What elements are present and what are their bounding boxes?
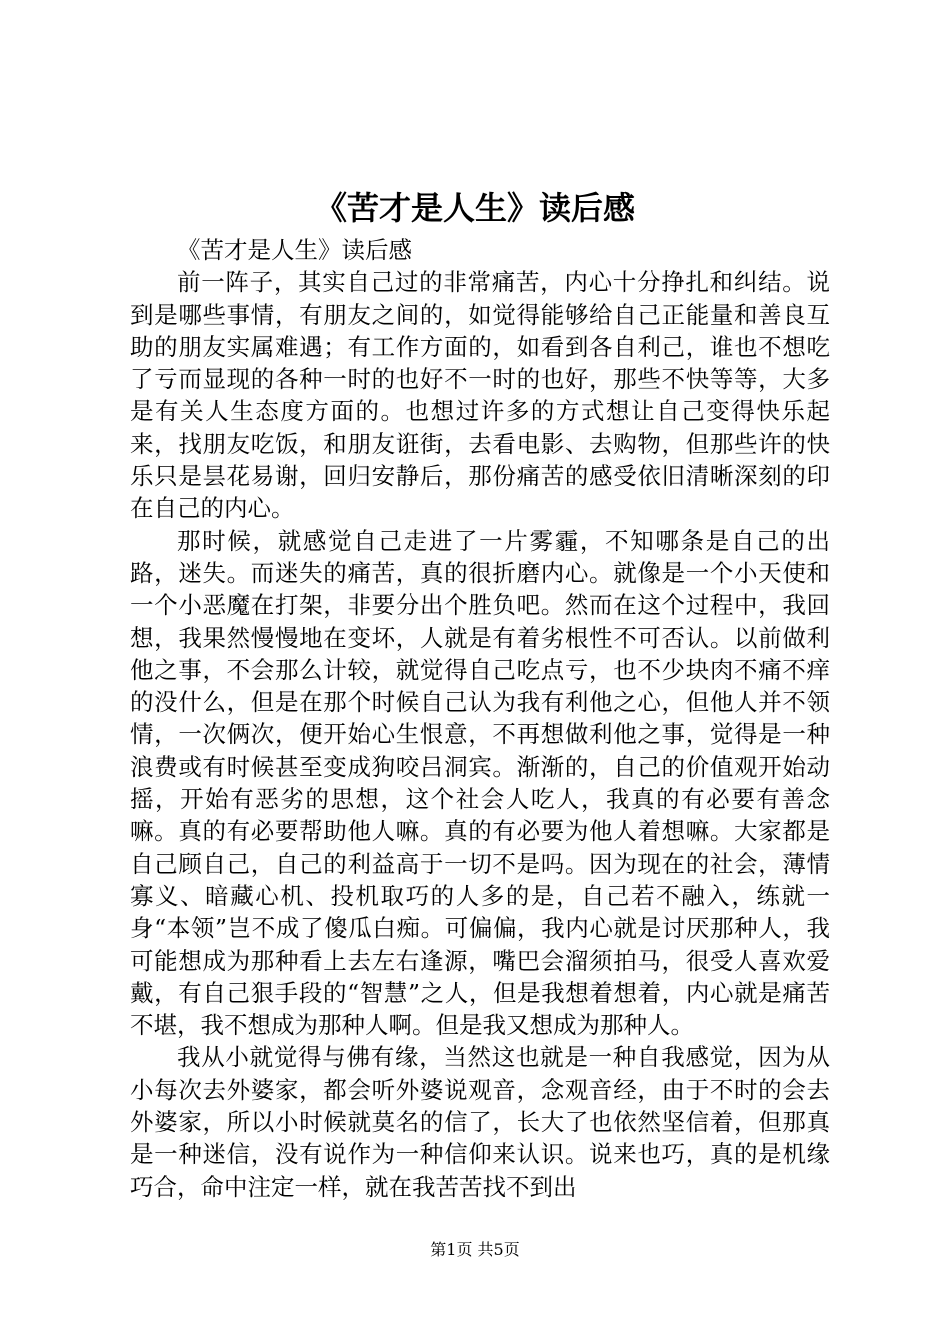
paragraph-1: 前一阵子，其实自己过的非常痛苦，内心十分挣扎和纠结。说到是哪些事情，有朋友之间的，如觉得能够给自己正能量和善良互助的朋友实属难遇；有工作方面的，如看到各自利己，谁也不想吃了亏而显现的各种一时的也好不一时的也好，那些不快等等，大多是有关人生态度方面的。也想过许多的方式想让自己变得快乐起来，找朋友吃饭，和朋友诳街，去看电影、去购物，但那些许的快乐只是昙花易谢，回归安静后，那份痛苦的感受依旧清晰深刻的印在自己的内心。	[130, 268, 830, 523]
document-body	[130, 234, 830, 1203]
paragraph-subtitle: 《苦才是人生》读后感	[177, 236, 412, 264]
paragraph-3: 我从小就觉得与佛有缘，当然这也就是一种自我感觉，因为从小每次去外婆家，都会听外婆说观音，念观音经，由于不时的会去外婆家，所以小时候就莫名的信了，长大了也依然坚信着，但那真是一种迷信，没有说作为一种信仰来认识。说来也巧，真的是机缘巧合，命中注定一样，就在我苦苦找不到出	[130, 1043, 830, 1201]
page-number-footer: 第1页 共5页	[430, 1240, 520, 1259]
document-title: 《苦才是人生》读后感	[314, 189, 635, 227]
paragraph-2: 那时候，就感觉自己走进了一片雾霾，不知哪条是自己的出路，迷失。而迷失的痛苦，真的很折磨内心。就像是一个小天使和一个小恶魔在打架，非要分出个胜负吧。然而在这个过程中，我回想，我果然慢慢地在变坏，人就是有着劣根性不可否认。以前做利他之事，不会那么计较，就觉得自己吃点亏，也不少块肉不痛不痒的没什么，但是在那个时候自己认为我有利他之心，但他人并不领情，一次俩次，便开始心生恨意，不再想做利他之事，觉得是一种浪费或有时候甚至变成狗咬吕洞宾。渐渐的，自己的价值观开始动摇，开始有恶劣的思想，这个社会人吃人，我真的有必要有善念嘛。真的有必要帮助他人嘛。真的有必要为他人着想嘛。大家都是自己顾自己，自己的利益高于一切不是吗。因为现在的社会，薄情寡义、暗藏心机、投机取巧的人多的是，自己若不融入，练就一身“本领”岂不成了傻瓜白痴。可偏偏，我内心就是讨厌那种人，我可能想成为那种看上去左右逢源，嘴巴会溜须拍马，很受人喜欢爱戴，有自己狠手段的“智慧”之人，但是我想着想着，内心就是痛苦不堪，我不想成为那种人啊。但是我又想成为那种人。	[130, 526, 830, 1040]
